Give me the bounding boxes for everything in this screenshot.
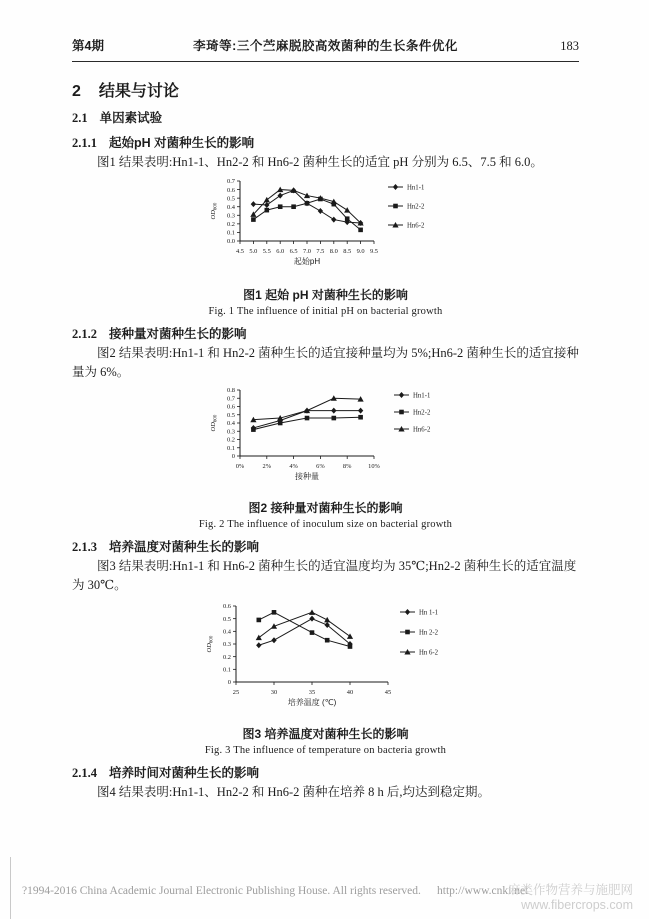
svg-text:0.4: 0.4 bbox=[222, 628, 231, 636]
svg-text:0.5: 0.5 bbox=[226, 412, 235, 420]
svg-text:0.5: 0.5 bbox=[226, 195, 235, 203]
svg-text:0.1: 0.1 bbox=[222, 666, 231, 674]
svg-text:OD600: $OD_{600}$ bbox=[205, 635, 214, 653]
paragraph-2-1-2: 图2 结果表明:Hn1-1 和 Hn2-2 菌种生长的适宜接种量均为 5%;Hn6-2 菌种生长的适宜接种量为 6%。 bbox=[72, 345, 579, 379]
scan-edge-artifact bbox=[10, 857, 11, 919]
svg-text:Hn1-1: Hn1-1 bbox=[406, 184, 424, 192]
watermark bbox=[508, 883, 633, 913]
figure-2-caption-zh: 图2 接种量对菌种生长的影响 bbox=[248, 501, 403, 516]
svg-text:0%: 0% bbox=[235, 463, 244, 471]
svg-text:6.0: 6.0 bbox=[275, 247, 284, 255]
section-heading-2-1-3 bbox=[72, 537, 579, 555]
chart-temperature bbox=[202, 598, 468, 718]
section-number: 2.1 bbox=[72, 111, 88, 125]
svg-text:45: 45 bbox=[384, 688, 391, 696]
section-heading-2-1-1 bbox=[72, 133, 579, 151]
svg-text:0.1: 0.1 bbox=[226, 445, 235, 453]
svg-text:0.5: 0.5 bbox=[222, 615, 231, 623]
section-heading-2-1-2 bbox=[72, 324, 579, 342]
page-footer bbox=[0, 873, 649, 919]
svg-text:25: 25 bbox=[232, 688, 239, 696]
section-title: 培养温度对菌种生长的影响 bbox=[109, 540, 260, 555]
svg-text:0.2: 0.2 bbox=[226, 220, 235, 228]
section-number: 2.1.3 bbox=[72, 540, 97, 555]
svg-text:9.0: 9.0 bbox=[356, 247, 365, 255]
svg-text:0.0: 0.0 bbox=[226, 237, 235, 245]
svg-text:Hn2-2: Hn2-2 bbox=[406, 203, 424, 211]
svg-text:6.5: 6.5 bbox=[289, 247, 298, 255]
svg-text:10%: 10% bbox=[367, 463, 380, 471]
section-title: 培养时间对菌种生长的影响 bbox=[109, 765, 260, 780]
svg-text:4.5: 4.5 bbox=[235, 247, 244, 255]
svg-text:0.3: 0.3 bbox=[222, 640, 231, 648]
svg-text:0.4: 0.4 bbox=[226, 420, 235, 428]
figure-1-caption-en: Fig. 1 The influence of initial pH on bacterial growth bbox=[208, 305, 443, 317]
watermark-site-url: www.fibercrops.com bbox=[521, 898, 633, 912]
svg-text:8.0: 8.0 bbox=[329, 247, 338, 255]
svg-text:0.7: 0.7 bbox=[226, 177, 235, 185]
cnki-url: http://www.cnki.net bbox=[437, 885, 529, 897]
chart-initial-ph bbox=[206, 175, 464, 279]
svg-text:30: 30 bbox=[270, 688, 277, 696]
section-number: 2 bbox=[72, 83, 81, 100]
svg-text:OD600: $OD_{600}$ bbox=[209, 414, 218, 432]
paragraph-2-1-3: 图3 结果表明:Hn1-1 和 Hn6-2 菌种生长的适宜温度均为 35℃;Hn2-2 菌种生长的适宜温度为 30℃。 bbox=[72, 559, 577, 592]
svg-text:Hn 2-2: Hn 2-2 bbox=[418, 629, 438, 637]
svg-text:0.6: 0.6 bbox=[222, 602, 231, 610]
svg-text:9.5: 9.5 bbox=[369, 247, 378, 255]
svg-text:0.1: 0.1 bbox=[226, 229, 235, 237]
svg-text:0.7: 0.7 bbox=[226, 395, 235, 403]
figure-2 bbox=[72, 384, 579, 530]
copyright-text: ?1994-2016 China Academic Journal Electronic Publishing House. All rights reserved. bbox=[22, 885, 421, 897]
svg-text:0: 0 bbox=[231, 453, 235, 461]
svg-text:8%: 8% bbox=[342, 463, 351, 471]
svg-text:Hn6-2: Hn6-2 bbox=[412, 426, 430, 434]
section-number: 2.1.2 bbox=[72, 326, 97, 341]
figure-2-caption-en: Fig. 2 The influence of inoculum size on bacterial growth bbox=[198, 519, 453, 531]
paragraph-2-1-1: 图1 结果表明:Hn1-1、Hn2-2 和 Hn6-2 菌种生长的适宜 pH 分别为 6.5、7.5 和 6.0。 bbox=[97, 155, 543, 169]
svg-text:0.3: 0.3 bbox=[226, 212, 235, 220]
svg-text:2%: 2% bbox=[262, 463, 271, 471]
svg-text:7.5: 7.5 bbox=[315, 247, 324, 255]
chart-inoculum-size bbox=[206, 384, 464, 492]
page-header bbox=[72, 36, 579, 54]
running-title: 李琦等:三个苎麻脱胶高效菌种的生长条件优化 bbox=[193, 39, 458, 53]
svg-text:5.5: 5.5 bbox=[262, 247, 271, 255]
svg-text:40: 40 bbox=[346, 688, 353, 696]
svg-text:5.0: 5.0 bbox=[248, 247, 257, 255]
svg-text:0.6: 0.6 bbox=[226, 186, 235, 194]
svg-text:0.3: 0.3 bbox=[226, 428, 235, 436]
figure-3-caption-en: Fig. 3 The influence of temperature on bacteria growth bbox=[204, 744, 447, 756]
svg-text:Hn6-2: Hn6-2 bbox=[406, 222, 424, 230]
svg-text:Hn 6-2: Hn 6-2 bbox=[418, 649, 438, 657]
section-heading-2 bbox=[72, 78, 579, 101]
journal-issue: 第4期 bbox=[72, 39, 104, 53]
header-rule bbox=[72, 61, 579, 62]
svg-text:35: 35 bbox=[308, 688, 315, 696]
svg-text:Hn 1-1: Hn 1-1 bbox=[418, 609, 438, 617]
svg-text:0.2: 0.2 bbox=[222, 653, 231, 661]
svg-text:7.0: 7.0 bbox=[302, 247, 311, 255]
svg-text:0.4: 0.4 bbox=[226, 203, 235, 211]
section-heading-2-1 bbox=[72, 108, 579, 126]
svg-text:6%: 6% bbox=[315, 463, 325, 471]
section-title: 结果与讨论 bbox=[98, 83, 179, 100]
figure-3-caption-zh: 图3 培养温度对菌种生长的影响 bbox=[242, 726, 409, 741]
svg-text:0: 0 bbox=[227, 678, 231, 686]
svg-text:0.6: 0.6 bbox=[226, 403, 235, 411]
svg-text:4%: 4% bbox=[288, 463, 298, 471]
page-number: 183 bbox=[560, 39, 579, 53]
svg-text:Hn2-2: Hn2-2 bbox=[412, 409, 430, 417]
section-title: 接种量对菌种生长的影响 bbox=[109, 326, 247, 341]
section-title: 起始pH 对菌种生长的影响 bbox=[109, 136, 255, 150]
svg-text:0.2: 0.2 bbox=[226, 436, 235, 444]
paragraph-2-1-4: 图4 结果表明:Hn1-1、Hn2-2 和 Hn6-2 菌种在培养 8 h 后,均达到稳定期。 bbox=[97, 784, 491, 799]
figure-1 bbox=[72, 175, 579, 317]
svg-text:8.5: 8.5 bbox=[342, 247, 351, 255]
figure-3 bbox=[72, 598, 579, 756]
svg-text:起始pH: 起始pH bbox=[293, 256, 320, 266]
svg-text:Hn1-1: Hn1-1 bbox=[412, 392, 430, 400]
section-title: 单因素试验 bbox=[99, 111, 163, 125]
section-number: 2.1.1 bbox=[72, 136, 97, 150]
svg-text:0.8: 0.8 bbox=[226, 387, 235, 395]
section-number: 2.1.4 bbox=[72, 765, 97, 780]
svg-text:接种量: 接种量 bbox=[294, 472, 319, 482]
watermark-site-name: 麻类作物营养与施肥网 bbox=[507, 883, 633, 897]
figure-1-caption-zh: 图1 起始 pH 对菌种生长的影响 bbox=[243, 287, 408, 302]
section-heading-2-1-4 bbox=[72, 763, 579, 781]
svg-text:培养温度 (℃): 培养温度 (℃) bbox=[287, 697, 336, 707]
svg-text:OD600: $OD_{600}$ bbox=[209, 202, 218, 220]
